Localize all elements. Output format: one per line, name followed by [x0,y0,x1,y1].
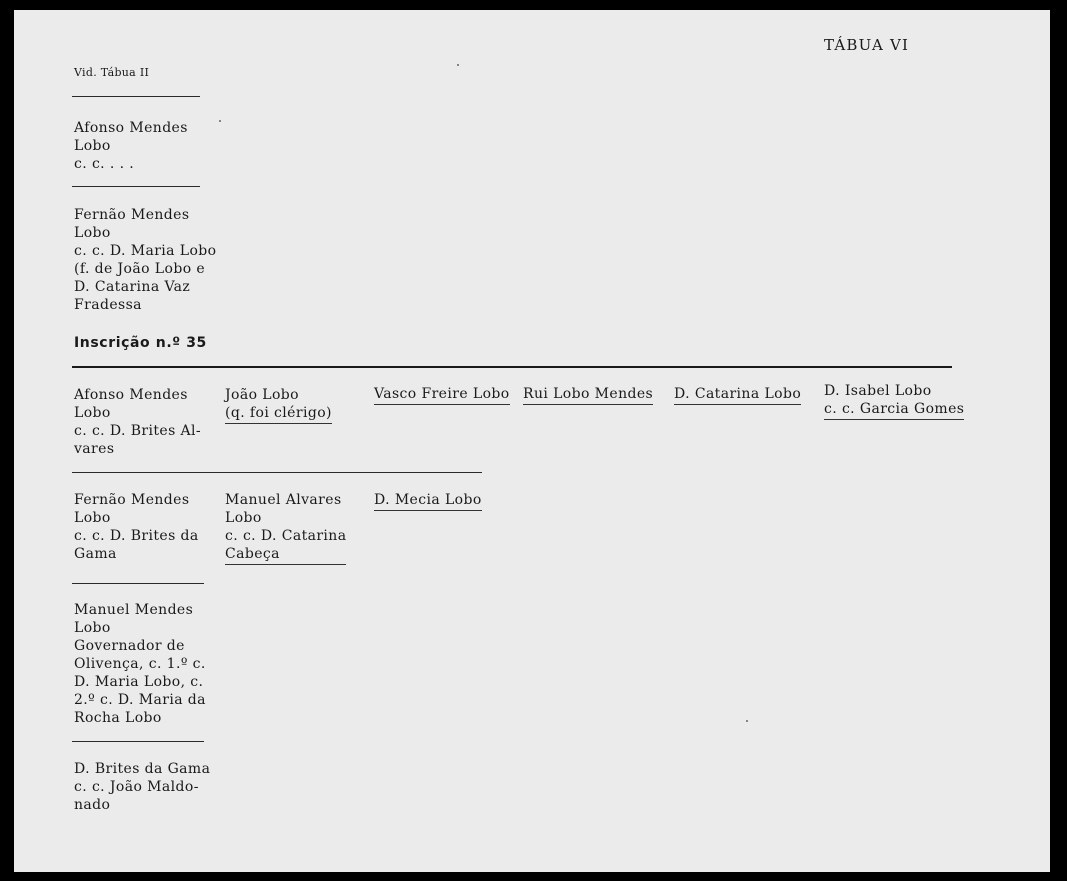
person-d-catarina-lobo: D. Catarina Lobo [674,385,801,405]
person-d-mecia-lobo: D. Mecia Lobo [374,491,482,511]
person-d-brites-da-gama: D. Brites da Gama c. c. João Maldo- nado [74,761,211,813]
speck [746,720,748,722]
person-joao-lobo: João Lobo (q. foi clérigo) [225,386,332,424]
person-afonso-mendes-lobo: Afonso Mendes Lobo c. c. D. Brites Al- vares [74,387,202,457]
divider [72,741,204,742]
inscription-heading: Inscrição n.º 35 [74,335,207,351]
generation-divider [72,472,482,473]
divider [72,96,200,97]
person-vasco-freire-lobo: Vasco Freire Lobo [374,385,510,405]
reference-note: Vid. Tábua II [74,66,150,79]
divider [72,186,200,187]
table-title: TÁBUA VI [824,36,910,54]
person-rui-lobo-mendes: Rui Lobo Mendes [523,385,653,405]
speck [457,64,459,66]
generation-divider [72,366,952,368]
person-manuel-alvares-lobo: Manuel Alvares Lobo c. c. D. Catarina Cabeça [225,491,346,565]
divider [72,583,204,584]
person-fernao-mendes-lobo-elder: Fernão Mendes Lobo c. c. D. Maria Lobo (f. de João Lobo e D. Catarina Vaz Fradessa [74,207,217,313]
person-afonso-mendes-lobo-elder: Afonso Mendes Lobo c. c. . . . [74,120,188,172]
person-d-isabel-lobo: D. Isabel Lobo c. c. Garcia Gomes [824,382,964,420]
person-fernao-mendes-lobo: Fernão Mendes Lobo c. c. D. Brites da Gama [74,492,199,562]
speck [219,120,221,122]
genealogy-page [14,10,1050,872]
person-manuel-mendes-lobo: Manuel Mendes Lobo Governador de Olivença, c. 1.º c. D. Maria Lobo, c. 2.º c. D. Maria da Rocha Lobo [74,602,206,726]
